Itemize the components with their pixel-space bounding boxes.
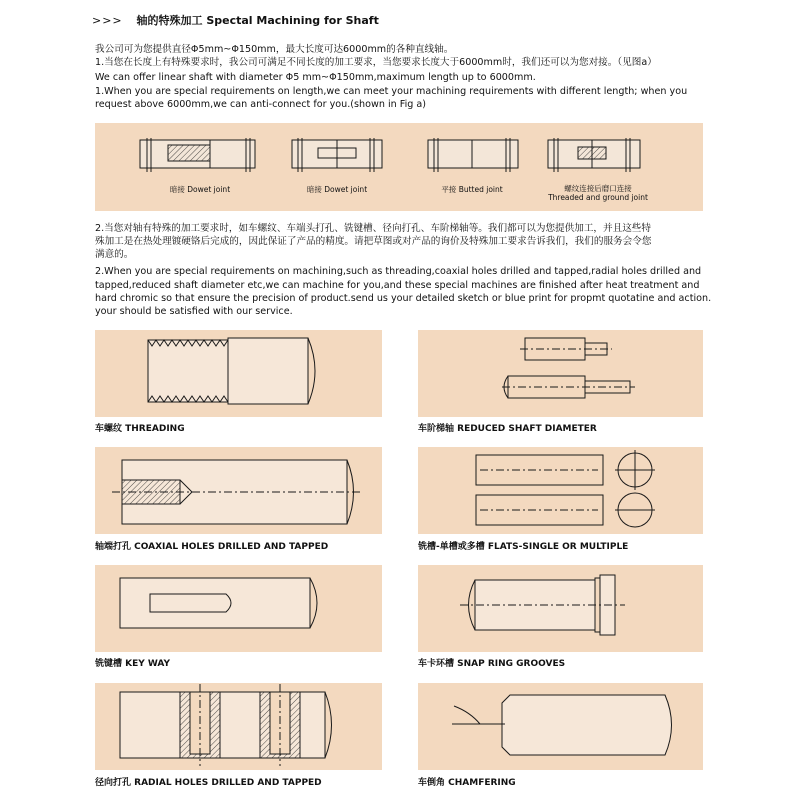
joint-label-1: 暗接 Dowet joint [169, 185, 231, 194]
radial-holes-panel [95, 683, 382, 770]
caption-threading: 车螺纹 THREADING [95, 424, 185, 434]
joint-label-3: 平接 Butted joint [441, 185, 503, 194]
header-arrows: >>> [92, 14, 123, 27]
flats-panel [418, 447, 703, 534]
caption-flats: 铣槽-单槽或多槽 FLATS-SINGLE OR MULTIPLE [418, 542, 629, 552]
caption-snap-ring: 车卡环槽 SNAP RING GROOVES [418, 659, 566, 669]
section2-cn-line1: 2.当您对轴有特殊的加工要求时，如车螺纹、车端头打孔、铣键槽、径向打孔、车阶梯轴等。我们都可以为您提供加工，并且这些特 [95, 223, 651, 234]
reduced-diameter-panel [418, 330, 703, 417]
section2-cn-line3: 满意的。 [95, 249, 134, 260]
caption-reduced-diameter: 车阶梯轴 REDUCED SHAFT DIAMETER [418, 424, 597, 434]
section2-en-line3: hard chromic so that ensure the precision of product.send us your detailed sketch or blue print for propmt quotatine and action. [95, 293, 712, 304]
coaxial-panel [95, 447, 382, 534]
caption-keyway: 铣键槽 KEY WAY [95, 659, 171, 669]
chamfering-panel [418, 683, 703, 770]
section2-en-line4: your should be satisfied with our service. [95, 306, 293, 317]
threading-panel [95, 330, 382, 417]
section1-cn-line1: 我公司可为您提供直径Φ5mm~Φ150mm，最大长度可达6000mm的各种直线轴。 [95, 44, 454, 55]
section1-en-line2: 1.When you are special requirements on length,we can meet your machining requirements with different length; when you [95, 86, 688, 97]
caption-coaxial: 轴端打孔 COAXIAL HOLES DRILLED AND TAPPED [95, 542, 329, 552]
joint-label-2: 暗接 Dowet joint [306, 185, 368, 194]
joint-label-4b: Threaded and ground joint [548, 193, 648, 202]
section2-cn-line2: 殊加工是在热处理镀硬铬后完成的，因此保证了产品的精度。请把草图或对产品的询价及特殊加工要求告诉我们，我们的服务会令您 [95, 236, 652, 247]
snap-ring-panel [418, 565, 703, 652]
section1-cn-line2: 1.当您在长度上有特殊要求时，我公司可满足不同长度的加工要求，当您要求长度大于6000mm时，我们还可以为您对接。（见图a） [95, 57, 657, 68]
section1-en-line3: request above 6000mm,we can anti-connect for you.(shown in Fig a) [95, 99, 426, 110]
keyway-panel [95, 565, 382, 652]
section1-en-line1: We can offer linear shaft with diameter Φ5 mm~Φ150mm,maximum length up to 6000mm. [95, 72, 536, 83]
page-header [92, 12, 379, 28]
section2-en-line1: 2.When you are special requirements on machining,such as threading,coaxial holes drilled and tapped,radial holes drilled and [95, 266, 702, 277]
caption-radial-holes: 径向打孔 RADIAL HOLES DRILLED AND TAPPED [95, 778, 322, 788]
page-title: 轴的特殊加工 Spectal Machining for Shaft [136, 14, 379, 27]
caption-chamfering: 车倒角 CHAMFERING [418, 778, 516, 788]
joint-label-4a: 螺纹连接后磨口连接 [564, 184, 632, 193]
section2-en-line2: tapped,reduced shaft diameter etc,we can machine for you,and these special machines are finished after heat treatment and [95, 280, 700, 291]
